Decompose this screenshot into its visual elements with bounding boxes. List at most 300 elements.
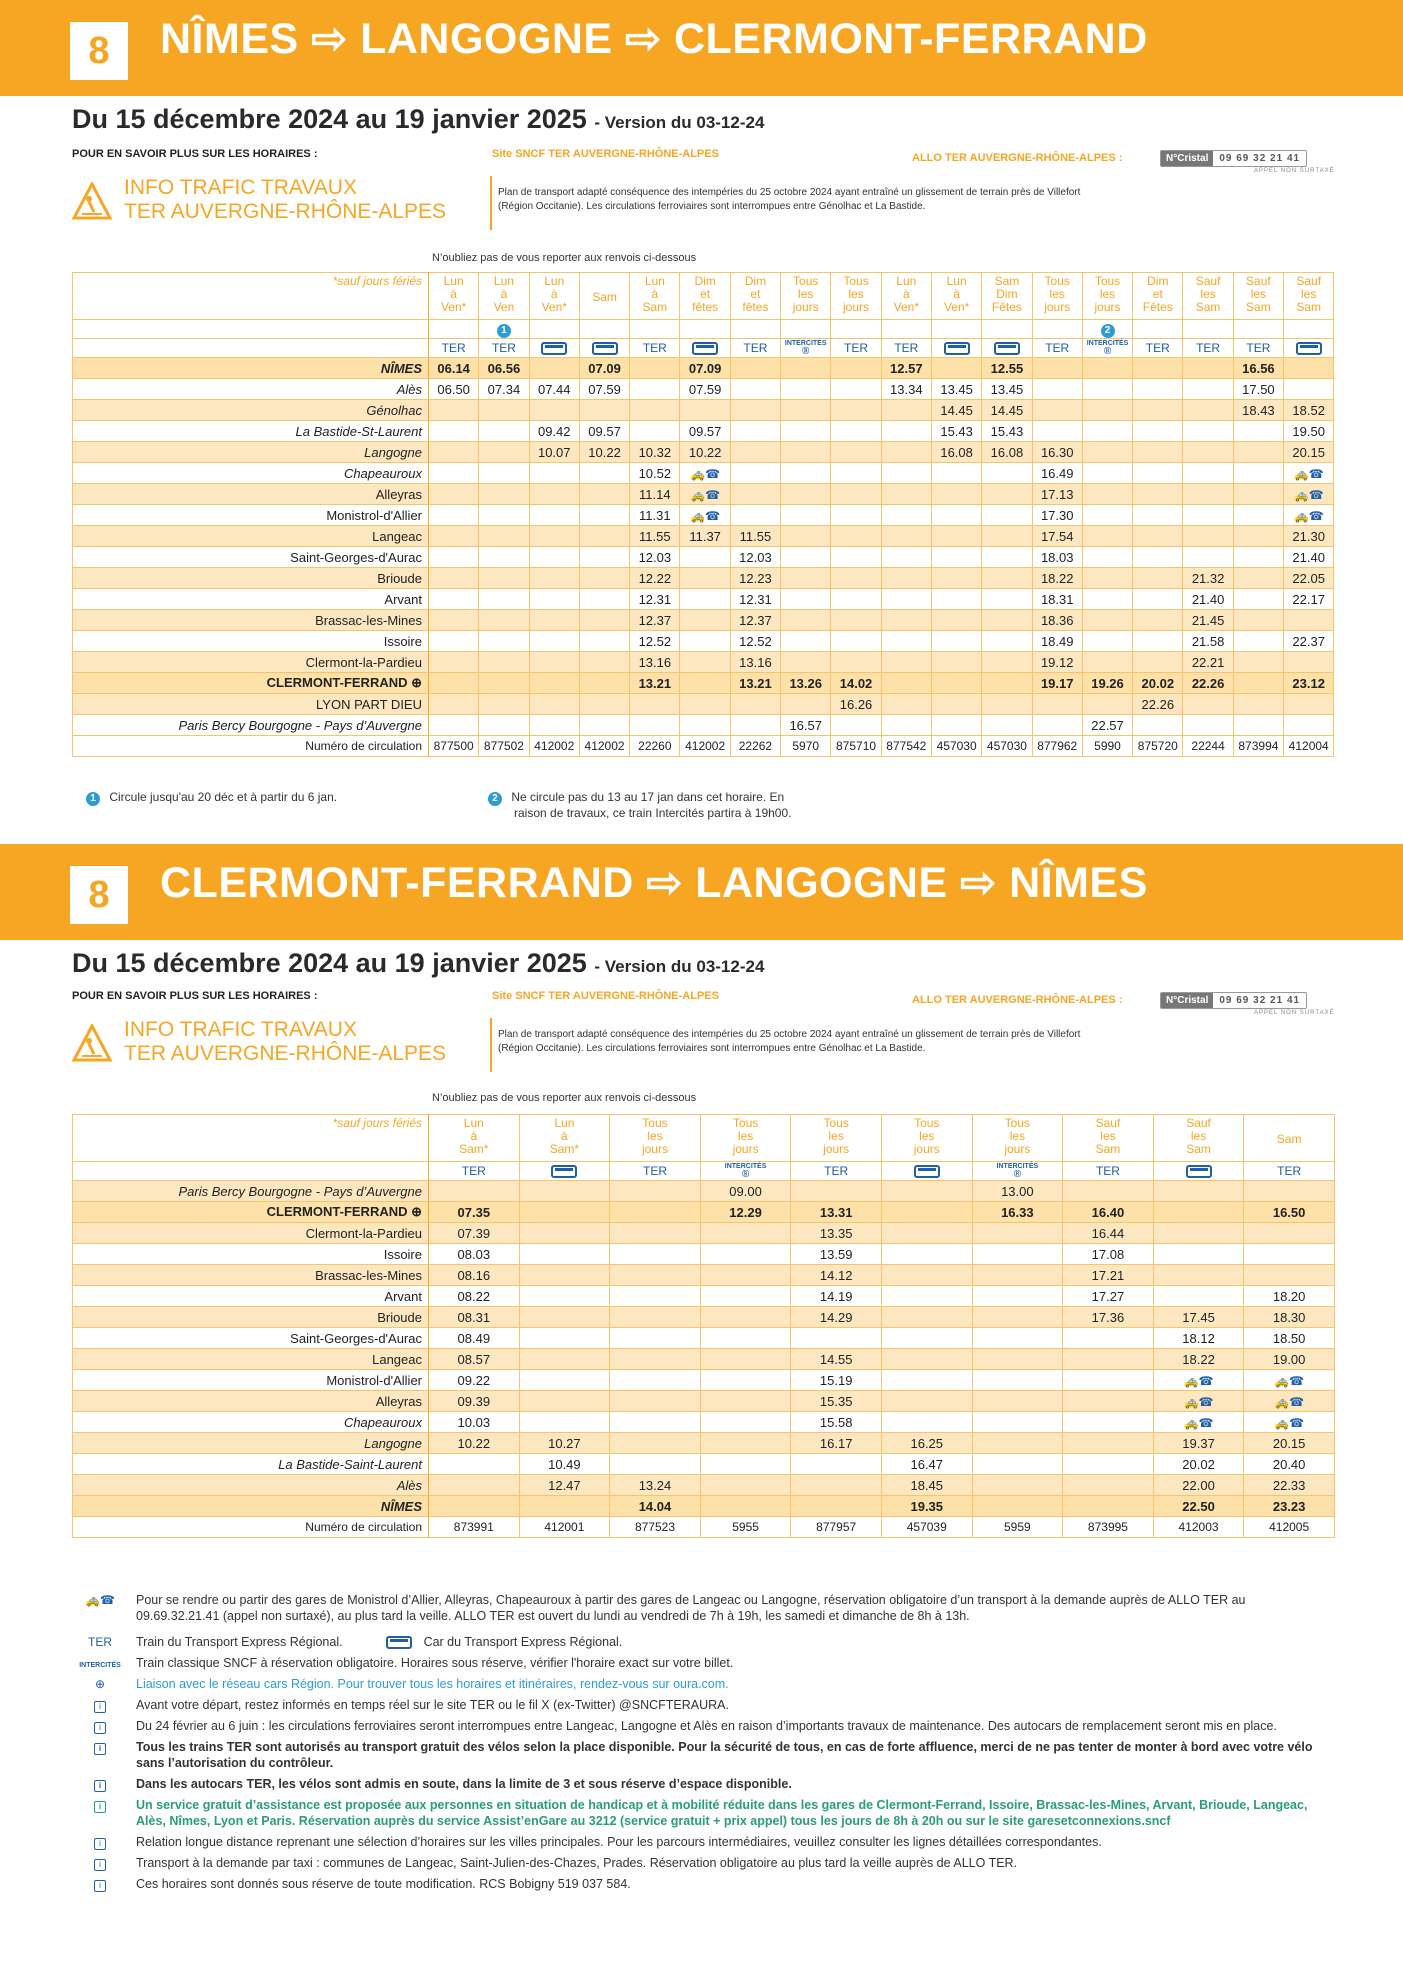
time-cell: 877502 xyxy=(479,736,529,757)
time-cell xyxy=(781,400,831,421)
days-cell: Lun à Sam* xyxy=(519,1115,610,1162)
site-link[interactable]: Site SNCF TER AUVERGNE-RHÔNE-ALPES xyxy=(492,990,719,1002)
time-cell xyxy=(881,589,931,610)
time-cell: 08.31 xyxy=(429,1307,520,1328)
days-cell: Tous les jours xyxy=(972,1115,1063,1162)
days-cell: Sauf les Sam xyxy=(1233,273,1283,320)
time-cell xyxy=(680,694,730,715)
time-cell xyxy=(972,1496,1063,1517)
time-cell: 16.57 xyxy=(781,715,831,736)
days-cell: Tous les jours xyxy=(1082,273,1132,320)
time-cell xyxy=(972,1475,1063,1496)
time-cell xyxy=(429,547,479,568)
time-cell: 13.31 xyxy=(791,1202,882,1223)
time-cell xyxy=(529,694,579,715)
taxi-phone-icon: 🚕☎ xyxy=(1293,508,1324,523)
time-cell xyxy=(479,547,529,568)
time-cell: 09.57 xyxy=(680,421,730,442)
time-cell xyxy=(1063,1370,1154,1391)
time-cell: 22.17 xyxy=(1284,589,1334,610)
legend-region[interactable] xyxy=(72,1676,1332,1692)
legend-taxi-text: Pour se rendre ou partir des gares de Monistrol d’Allier, Alleyras, Chapeauroux à partir des gares de Langeac ou Langogne, réservation obligatoire d’un transport à la demande auprès de ALLO TER au 09.69.32.21.41 (appel non surtaxé), au plus tard la veille. ALLO TER est ouvert du lundi au vendredi de 7h à 19h, les samedi et dimanche de 8h à 13h. xyxy=(136,1593,1246,1623)
taxi-phone-icon: 🚕☎ xyxy=(690,487,721,502)
legend-info-1 xyxy=(72,1697,1332,1713)
station-name: Chapeauroux xyxy=(73,463,429,484)
time-cell: 10.52 xyxy=(630,463,680,484)
time-cell: 21.40 xyxy=(1284,547,1334,568)
legend-ter xyxy=(72,1634,1332,1650)
time-cell xyxy=(579,526,629,547)
time-cell xyxy=(630,421,680,442)
time-cell xyxy=(781,631,831,652)
time-cell: 14.02 xyxy=(831,673,881,694)
time-cell: 22.21 xyxy=(1183,652,1233,673)
time-cell: 16.47 xyxy=(881,1454,972,1475)
timetable-row xyxy=(73,442,1334,463)
legend-info-3 xyxy=(72,1739,1332,1771)
time-cell: 12.52 xyxy=(630,631,680,652)
time-cell xyxy=(1153,1286,1244,1307)
outbound-title: NÎMES ⇨ LANGOGNE ⇨ CLERMONT-FERRAND xyxy=(160,15,1148,63)
time-cell: 877957 xyxy=(791,1517,882,1538)
time-cell: 412003 xyxy=(1153,1517,1244,1538)
time-cell xyxy=(529,484,579,505)
time-cell: 06.56 xyxy=(479,358,529,379)
time-cell xyxy=(781,484,831,505)
time-cell: 20.02 xyxy=(1133,673,1183,694)
legend-info-8-text: Ces horaires sont donnés sous réserve de toute modification. RCS Bobigny 519 037 584. xyxy=(136,1877,631,1891)
time-cell xyxy=(479,652,529,673)
footnote-2 xyxy=(488,790,791,820)
period-text: Du 15 décembre 2024 au 19 janvier 2025 xyxy=(72,948,587,978)
station-name: Brassac-les-Mines xyxy=(73,1265,429,1286)
station-name: Monistrol-d'Allier xyxy=(73,1370,429,1391)
time-cell xyxy=(881,568,931,589)
time-cell: 14.45 xyxy=(982,400,1032,421)
time-cell xyxy=(529,589,579,610)
time-cell: 21.30 xyxy=(1284,526,1334,547)
time-cell xyxy=(881,1391,972,1412)
time-cell xyxy=(831,589,881,610)
legend-intercites xyxy=(72,1655,1332,1671)
time-cell: 15.43 xyxy=(931,421,981,442)
info-text: Plan de transport adapté conséquence des intempéries du 25 octobre 2024 ayant entraîné un glissement de terrain près de Villefort (Région Occitanie). Les circulations ferroviaires sont interrompues entre Génolhac et La Bastide. xyxy=(498,187,1081,212)
time-cell: 412002 xyxy=(529,736,579,757)
station-name: NÎMES xyxy=(73,1496,429,1517)
timetable-row xyxy=(73,1370,1335,1391)
time-cell: 19.12 xyxy=(1032,652,1082,673)
time-cell xyxy=(1082,694,1132,715)
time-cell: 12.37 xyxy=(730,610,780,631)
info-icon: i xyxy=(72,1834,128,1850)
station-name: Clermont-la-Pardieu xyxy=(73,652,429,673)
time-cell xyxy=(429,631,479,652)
time-cell xyxy=(881,400,931,421)
time-cell xyxy=(479,442,529,463)
time-cell: 06.14 xyxy=(429,358,479,379)
time-cell xyxy=(831,526,881,547)
time-cell xyxy=(479,589,529,610)
footnote-1-text: Circule jusqu'au 20 déc et à partir du 6 jan. xyxy=(109,790,338,804)
time-cell xyxy=(579,547,629,568)
time-cell xyxy=(831,442,881,463)
line-number-badge: 8 xyxy=(70,866,128,924)
legend-info-7-text: Transport à la demande par taxi : communes de Langeac, Saint-Julien-des-Chazes, Prades. Réservation obligatoire au plus tard la veille auprès de ALLO TER. xyxy=(136,1856,1018,1870)
time-cell xyxy=(1133,547,1183,568)
ter-type-cell: TER xyxy=(791,1162,882,1181)
time-cell: 22262 xyxy=(730,736,780,757)
days-cell: Sam Dim Fêtes xyxy=(982,273,1032,320)
ter-type-cell: TER xyxy=(610,1162,701,1181)
time-cell xyxy=(730,442,780,463)
time-cell xyxy=(972,1307,1063,1328)
legend-info-6 xyxy=(72,1834,1332,1850)
inbound-title: CLERMONT-FERRAND ⇨ LANGOGNE ⇨ NÎMES xyxy=(160,859,1148,907)
footnote-marker: 1 xyxy=(497,324,511,338)
time-cell xyxy=(1153,1202,1244,1223)
time-cell xyxy=(1063,1454,1154,1475)
time-cell xyxy=(1032,715,1082,736)
time-cell xyxy=(1133,715,1183,736)
time-cell xyxy=(730,694,780,715)
time-cell xyxy=(1183,505,1233,526)
timetable-row xyxy=(73,1412,1335,1433)
time-cell xyxy=(1284,715,1334,736)
time-cell xyxy=(479,421,529,442)
time-cell xyxy=(781,652,831,673)
time-cell xyxy=(1244,1223,1335,1244)
time-cell: 07.34 xyxy=(479,379,529,400)
time-cell xyxy=(479,400,529,421)
time-cell xyxy=(1133,505,1183,526)
time-cell xyxy=(881,1328,972,1349)
time-cell xyxy=(730,505,780,526)
station-name: Numéro de circulation xyxy=(73,736,429,757)
time-cell xyxy=(730,715,780,736)
time-cell: 18.43 xyxy=(1233,400,1283,421)
station-name: Alès xyxy=(73,379,429,400)
time-cell xyxy=(1082,358,1132,379)
time-cell: 412002 xyxy=(579,736,629,757)
time-cell xyxy=(1133,526,1183,547)
info-icon: i xyxy=(72,1876,128,1892)
station-name: La Bastide-St-Laurent xyxy=(73,421,429,442)
bus-icon xyxy=(1296,342,1322,355)
time-cell xyxy=(831,568,881,589)
time-cell xyxy=(1183,442,1233,463)
bus-icon xyxy=(1186,1165,1212,1178)
time-cell xyxy=(579,673,629,694)
time-cell xyxy=(831,379,881,400)
time-cell: 22.37 xyxy=(1284,631,1334,652)
time-cell: 17.36 xyxy=(1063,1307,1154,1328)
time-cell xyxy=(429,442,479,463)
time-cell xyxy=(579,694,629,715)
time-cell xyxy=(1284,358,1334,379)
reminder-note: N’oubliez pas de vous reporter aux renvois ci-dessous xyxy=(432,252,697,264)
timetable-row xyxy=(73,736,1334,757)
allo-ter-label: ALLO TER AUVERGNE-RHÔNE-ALPES : xyxy=(912,152,1123,164)
time-cell: 21.58 xyxy=(1183,631,1233,652)
time-cell xyxy=(529,715,579,736)
time-cell xyxy=(479,610,529,631)
time-cell: 13.21 xyxy=(730,673,780,694)
time-cell xyxy=(579,568,629,589)
time-cell xyxy=(781,610,831,631)
time-cell xyxy=(1183,379,1233,400)
intercites-icon: INTERCITÉS Ⓡ xyxy=(996,1163,1039,1178)
time-cell xyxy=(972,1454,1063,1475)
bus-icon xyxy=(994,342,1020,355)
time-cell xyxy=(972,1265,1063,1286)
time-cell: 13.24 xyxy=(610,1475,701,1496)
time-cell xyxy=(781,442,831,463)
time-cell xyxy=(519,1181,610,1202)
time-cell xyxy=(831,505,881,526)
time-cell: 877962 xyxy=(1032,736,1082,757)
timetable-row xyxy=(73,484,1334,505)
time-cell xyxy=(1082,505,1132,526)
station-name: Monistrol-d'Allier xyxy=(73,505,429,526)
days-cell: Tous les jours xyxy=(700,1115,791,1162)
legend-region-text[interactable]: Liaison avec le réseau cars Région. Pour trouver tous les horaires et itinéraires, rendez-vous sur oura.com. xyxy=(136,1677,729,1691)
time-cell: 19.50 xyxy=(1284,421,1334,442)
time-cell xyxy=(1082,442,1132,463)
time-cell xyxy=(579,631,629,652)
time-cell xyxy=(519,1244,610,1265)
legend-info-5-text: Un service gratuit d’assistance est proposée aux personnes en situation de handicap et à mobilité réduite dans les gares de Clermont-Ferrand, Issoire, Brassac-les-Mines, Arvant, Brioude, Langeac, Alès, Nîmes, Lyon et Paris. Réservation auprès du service Assist’enGare au 3212 (service gratuit + prix appel) tous les jours de 8h à 20h ou sur le site garesetconnexions.sncf xyxy=(136,1798,1308,1828)
time-cell xyxy=(529,631,579,652)
time-cell xyxy=(1082,589,1132,610)
time-cell xyxy=(931,463,981,484)
time-cell xyxy=(1284,694,1334,715)
time-cell: 18.30 xyxy=(1244,1307,1335,1328)
time-cell xyxy=(831,358,881,379)
timetable-row xyxy=(73,1475,1335,1496)
days-cell: Lun à Ven* xyxy=(429,273,479,320)
time-cell: 14.29 xyxy=(791,1307,882,1328)
time-cell: 18.45 xyxy=(881,1475,972,1496)
station-name: Alès xyxy=(73,1475,429,1496)
time-cell xyxy=(881,1265,972,1286)
time-cell xyxy=(1133,400,1183,421)
time-cell: 18.22 xyxy=(1032,568,1082,589)
ter-type-cell: TER xyxy=(1063,1162,1154,1181)
taxi-phone-icon: 🚕☎ xyxy=(1274,1373,1305,1388)
time-cell xyxy=(881,442,931,463)
time-cell xyxy=(610,1412,701,1433)
time-cell xyxy=(610,1244,701,1265)
time-cell xyxy=(1082,400,1132,421)
allo-ter-label: ALLO TER AUVERGNE-RHÔNE-ALPES : xyxy=(912,994,1123,1006)
time-cell xyxy=(519,1370,610,1391)
time-cell xyxy=(429,484,479,505)
time-cell xyxy=(1153,1181,1244,1202)
time-cell xyxy=(429,652,479,673)
time-cell xyxy=(791,1454,882,1475)
info-icon: i xyxy=(72,1718,128,1734)
timetable-row xyxy=(73,673,1334,694)
days-cell: Lun à Sam* xyxy=(429,1115,520,1162)
footnote-1-marker: 1 xyxy=(86,792,100,806)
time-cell xyxy=(881,1370,972,1391)
time-cell xyxy=(831,631,881,652)
time-cell xyxy=(1133,463,1183,484)
legend-info-2 xyxy=(72,1718,1332,1734)
timetable-row xyxy=(73,547,1334,568)
time-cell: 18.49 xyxy=(1032,631,1082,652)
time-cell xyxy=(831,715,881,736)
time-cell: 16.33 xyxy=(972,1202,1063,1223)
timetable-row xyxy=(73,1454,1335,1475)
time-cell xyxy=(1233,463,1283,484)
time-cell xyxy=(982,589,1032,610)
timetable-row xyxy=(73,631,1334,652)
time-cell: 19.37 xyxy=(1153,1433,1244,1454)
time-cell: 12.03 xyxy=(630,547,680,568)
cristal-phone-badge[interactable] xyxy=(1160,150,1307,167)
time-cell xyxy=(1082,652,1132,673)
taxi-phone-icon: 🚕☎ xyxy=(690,466,721,481)
time-cell: 12.37 xyxy=(630,610,680,631)
time-cell: 13.34 xyxy=(881,379,931,400)
line-number-badge: 8 xyxy=(70,22,128,80)
time-cell: 18.50 xyxy=(1244,1328,1335,1349)
time-cell: 15.58 xyxy=(791,1412,882,1433)
time-cell xyxy=(1233,526,1283,547)
time-cell xyxy=(1183,358,1233,379)
time-cell: 10.22 xyxy=(680,442,730,463)
time-cell xyxy=(1032,694,1082,715)
time-cell: 17.50 xyxy=(1233,379,1283,400)
roadworks-icon xyxy=(72,182,112,222)
time-cell xyxy=(429,1496,520,1517)
time-cell xyxy=(529,463,579,484)
time-cell xyxy=(680,400,730,421)
time-cell xyxy=(730,400,780,421)
time-cell xyxy=(972,1412,1063,1433)
taxi-phone-icon: 🚕☎ xyxy=(85,1593,115,1607)
time-cell xyxy=(519,1265,610,1286)
time-cell: 09.39 xyxy=(429,1391,520,1412)
time-cell: 18.52 xyxy=(1284,400,1334,421)
time-cell: 08.22 xyxy=(429,1286,520,1307)
time-cell xyxy=(529,400,579,421)
time-cell xyxy=(610,1265,701,1286)
site-link[interactable]: Site SNCF TER AUVERGNE-RHÔNE-ALPES xyxy=(492,148,719,160)
time-cell xyxy=(1233,547,1283,568)
time-cell: 12.03 xyxy=(730,547,780,568)
legend-info-4 xyxy=(72,1776,1332,1792)
station-name: NÎMES xyxy=(73,358,429,379)
time-cell: 14.45 xyxy=(931,400,981,421)
time-cell xyxy=(579,505,629,526)
station-name: Brioude xyxy=(73,568,429,589)
time-cell: 457030 xyxy=(931,736,981,757)
ter-type-cell: TER xyxy=(881,339,931,358)
timetable-row xyxy=(73,1349,1335,1370)
time-cell: 09.00 xyxy=(700,1181,791,1202)
days-cell: Dim et fêtes xyxy=(680,273,730,320)
station-name: Arvant xyxy=(73,1286,429,1307)
time-cell xyxy=(781,421,831,442)
time-cell xyxy=(1032,379,1082,400)
time-cell: 19.35 xyxy=(881,1496,972,1517)
days-cell: Dim et Fêtes xyxy=(1133,273,1183,320)
time-cell: 12.57 xyxy=(881,358,931,379)
timetable-row xyxy=(73,1496,1335,1517)
bike-icon: i xyxy=(72,1739,128,1755)
time-cell xyxy=(931,484,981,505)
time-cell xyxy=(1233,484,1283,505)
ter-type-cell: TER xyxy=(429,339,479,358)
time-cell: 07.59 xyxy=(680,379,730,400)
ter-type-cell: TER xyxy=(479,339,529,358)
time-cell: 23.23 xyxy=(1244,1496,1335,1517)
time-cell xyxy=(1063,1433,1154,1454)
bus-icon xyxy=(551,1165,577,1178)
days-cell: Tous les jours xyxy=(781,273,831,320)
time-cell xyxy=(630,400,680,421)
days-cell: Sauf les Sam xyxy=(1153,1115,1244,1162)
days-cell: Tous les jours xyxy=(1032,273,1082,320)
time-cell xyxy=(1284,379,1334,400)
time-cell: 20.40 xyxy=(1244,1454,1335,1475)
time-cell xyxy=(791,1475,882,1496)
timetable-row xyxy=(73,694,1334,715)
station-name: Génolhac xyxy=(73,400,429,421)
timetable-row xyxy=(73,589,1334,610)
time-cell xyxy=(881,715,931,736)
time-cell: 12.29 xyxy=(700,1202,791,1223)
cristal-phone-badge[interactable] xyxy=(1160,992,1307,1009)
time-cell xyxy=(610,1349,701,1370)
time-cell: 16.08 xyxy=(931,442,981,463)
time-cell: 11.55 xyxy=(630,526,680,547)
time-cell xyxy=(519,1328,610,1349)
more-info-label: POUR EN SAVOIR PLUS SUR LES HORAIRES : xyxy=(72,148,318,160)
station-name: Brioude xyxy=(73,1307,429,1328)
time-cell xyxy=(1183,421,1233,442)
info-trafic-box[interactable] xyxy=(72,1018,492,1072)
time-cell xyxy=(781,568,831,589)
time-cell xyxy=(1233,694,1283,715)
time-cell xyxy=(579,463,629,484)
days-cell: Tous les jours xyxy=(610,1115,701,1162)
time-cell xyxy=(1133,421,1183,442)
bus-icon xyxy=(541,342,567,355)
station-name: Issoire xyxy=(73,631,429,652)
time-cell: 412004 xyxy=(1284,736,1334,757)
time-cell xyxy=(931,673,981,694)
time-cell xyxy=(781,547,831,568)
days-cell: Sam xyxy=(579,273,629,320)
time-cell: 08.03 xyxy=(429,1244,520,1265)
time-cell xyxy=(791,1181,882,1202)
intercites-icon: INTERCITÉS Ⓡ xyxy=(1086,340,1129,355)
time-cell xyxy=(610,1181,701,1202)
station-name: LYON PART DIEU xyxy=(73,694,429,715)
time-cell xyxy=(579,589,629,610)
time-cell xyxy=(982,484,1032,505)
time-cell xyxy=(1032,421,1082,442)
footnote-2-marker: 2 xyxy=(488,792,502,806)
time-cell xyxy=(1082,568,1132,589)
info-trafic-box[interactable] xyxy=(72,176,492,230)
time-cell xyxy=(1133,484,1183,505)
time-cell xyxy=(1183,463,1233,484)
time-cell xyxy=(881,673,931,694)
